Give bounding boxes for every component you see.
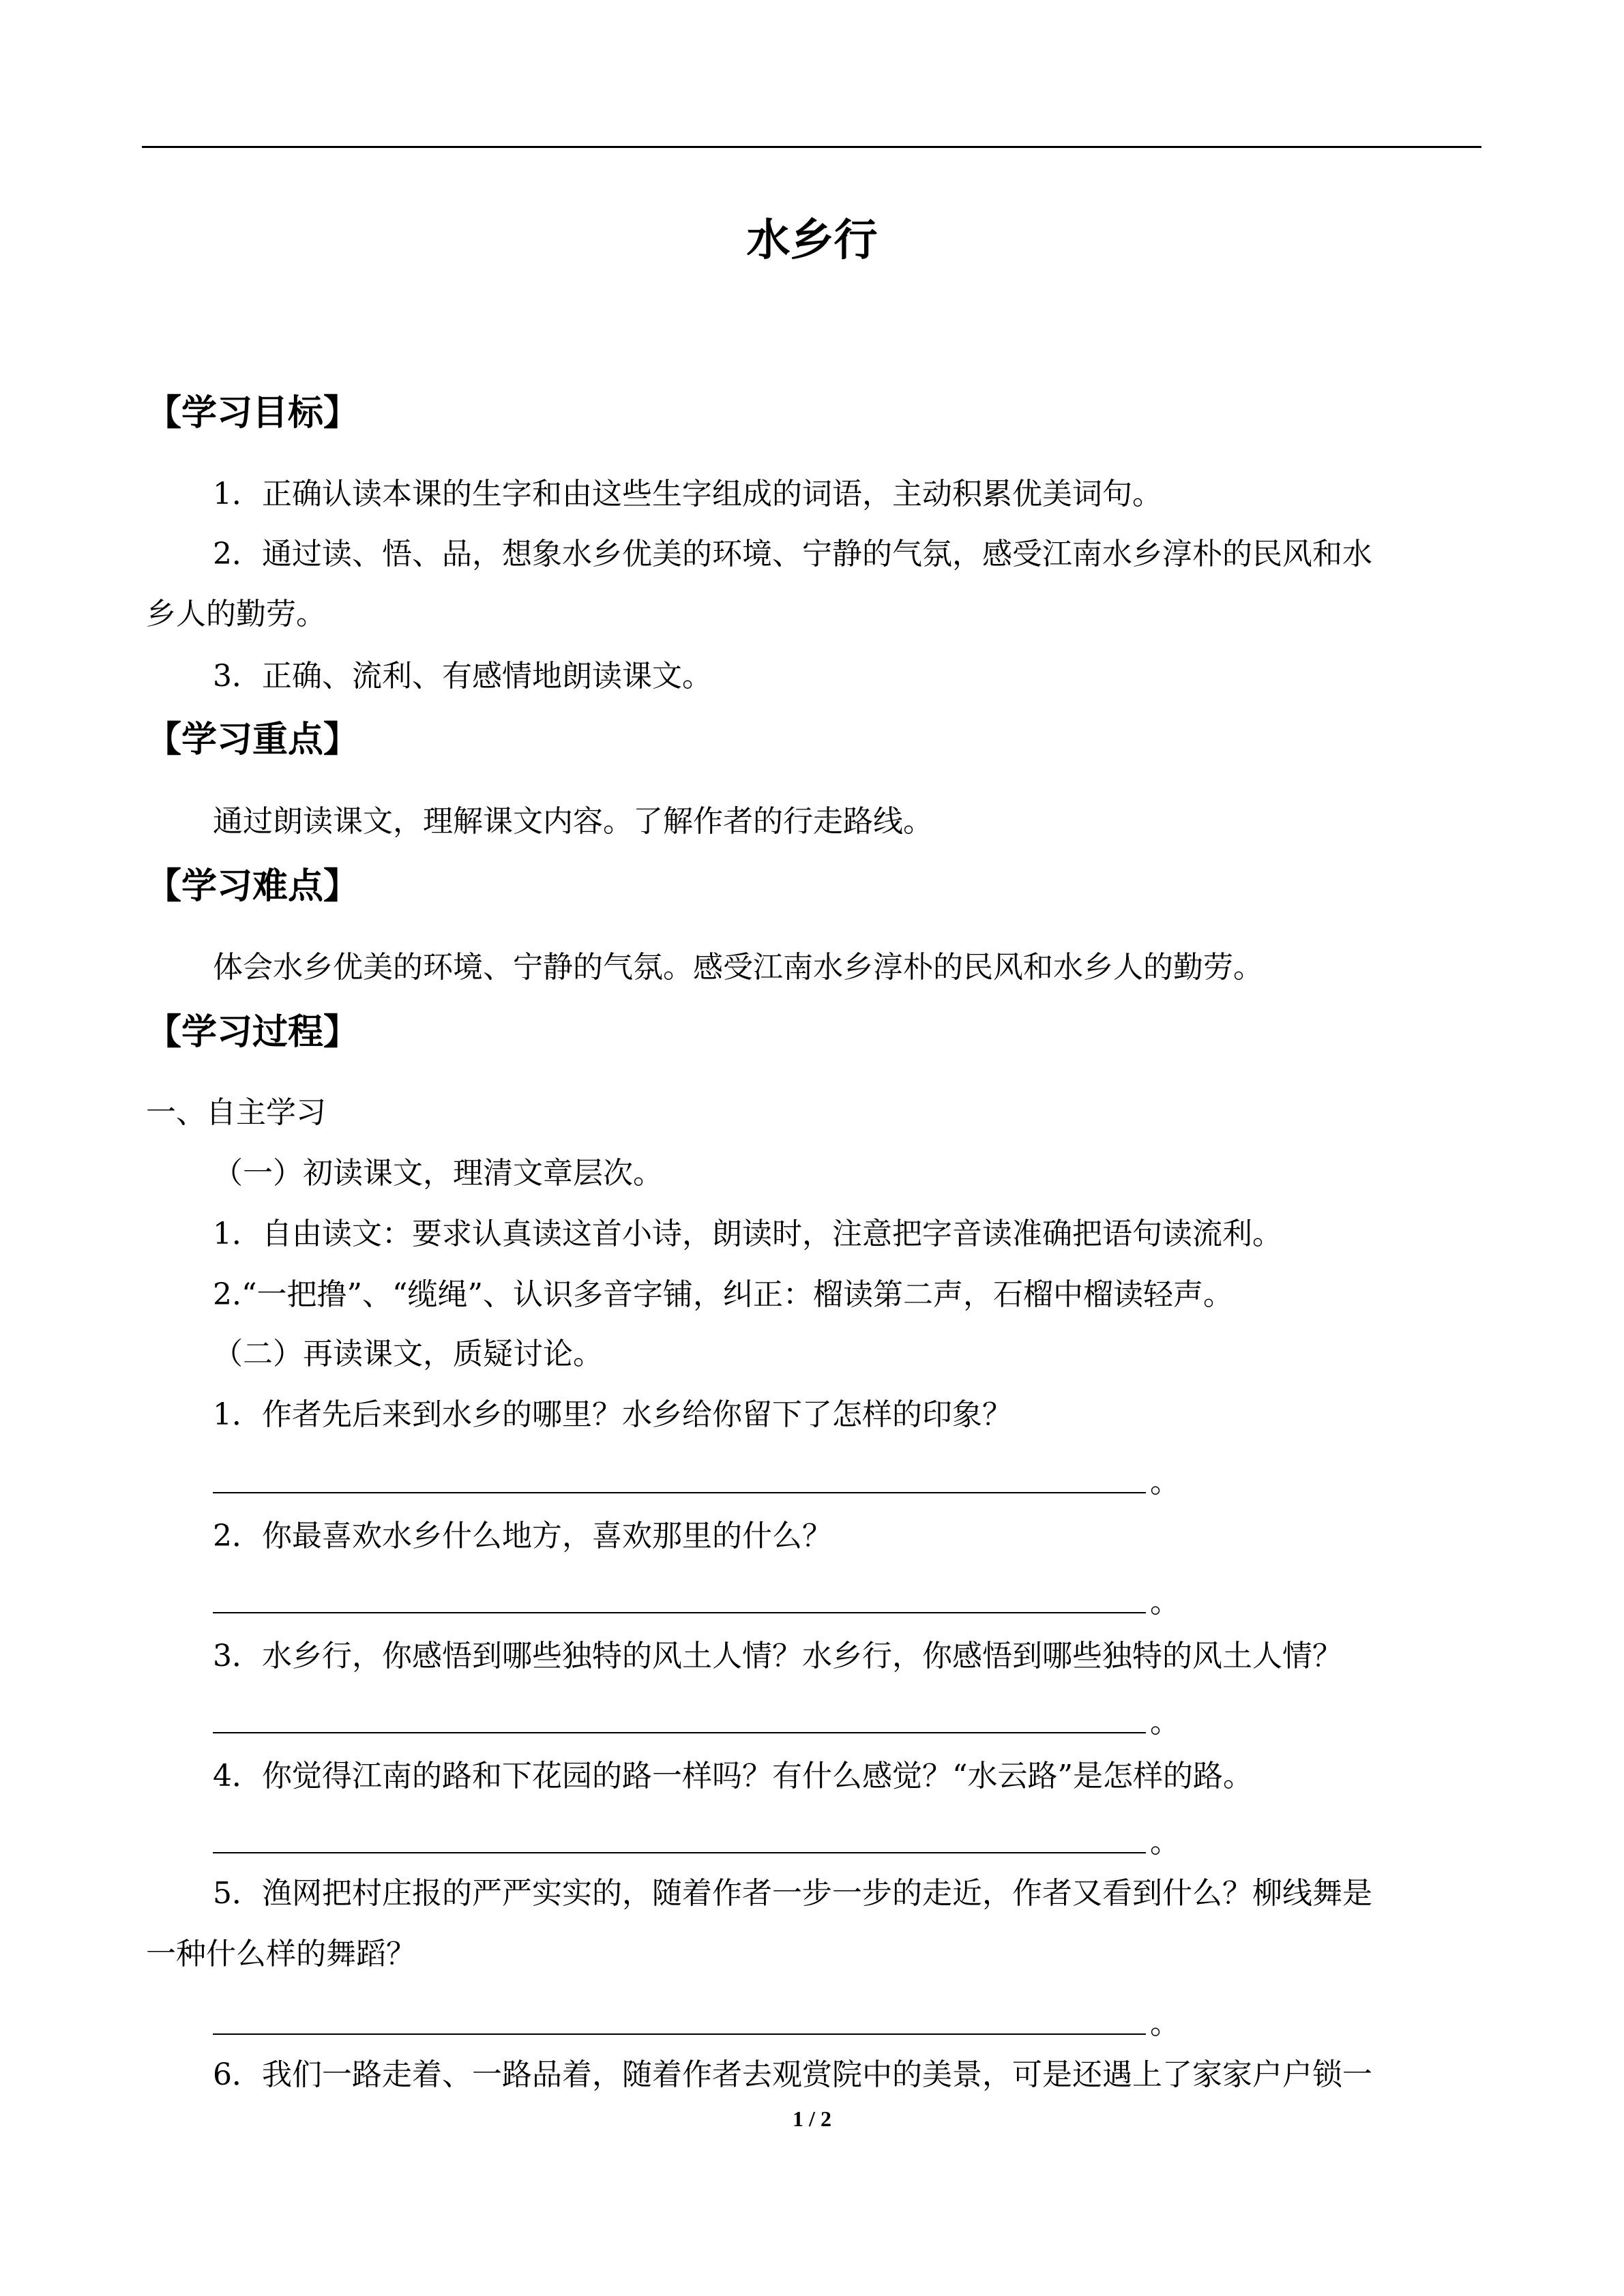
- difficulty-text: 体会水乡优美的环境、宁静的气氛。感受江南水乡淳朴的民风和水乡人的勤劳。: [213, 950, 1263, 985]
- question-4: 4．你觉得江南的路和下花园的路一样吗？有什么感觉？“水云路”是怎样的路。: [213, 1759, 1253, 1793]
- subsection-second-reading: （二）再读课文，质疑讨论。: [213, 1337, 603, 1371]
- focus-text: 通过朗读课文，理解课文内容。了解作者的行走路线。: [213, 804, 933, 839]
- reading-item-1: 1．自由读文：要求认真读这首小诗，朗读时，注意把字音读准确把语句读流利。: [213, 1217, 1282, 1251]
- subsection-first-reading: （一）初读课文，理清文章层次。: [213, 1156, 663, 1191]
- heading-process: 【学习过程】: [146, 1012, 359, 1053]
- question-2: 2．你最喜欢水乡什么地方，喜欢那里的什么？: [213, 1519, 832, 1553]
- answer-blank-5[interactable]: [213, 2033, 1146, 2035]
- question-5: 5．渔网把村庄报的严严实实的，随着作者一步一步的走近，作者又看到什么？柳线舞是: [213, 1876, 1372, 1911]
- goal-line-1: 1．正确认读本课的生字和由这些生字组成的词语，主动积累优美词句。: [213, 477, 1162, 511]
- section-self-study: 一、自主学习: [146, 1095, 326, 1130]
- heading-goals: 【学习目标】: [146, 393, 359, 434]
- answer-blank-1-period: 。: [1150, 1465, 1180, 1500]
- goal-line-3: 3．正确、流利、有感情地朗读课文。: [213, 659, 712, 694]
- question-3: 3．水乡行，你感悟到哪些独特的风土人情？水乡行，你感悟到哪些独特的风土人情？: [213, 1639, 1342, 1673]
- answer-blank-5-period: 。: [1150, 2006, 1180, 2041]
- answer-blank-1[interactable]: [213, 1492, 1146, 1493]
- page-title: 水乡行: [746, 215, 878, 266]
- question-1: 1．作者先后来到水乡的哪里？水乡给你留下了怎样的印象？: [213, 1397, 1012, 1432]
- reading-item-2: 2.“一把撸”、“缆绳”、认识多音字铺，纠正：榴读第二声，石榴中榴读轻声。: [213, 1277, 1233, 1312]
- answer-blank-2-period: 。: [1150, 1585, 1180, 1620]
- header-rule: [142, 146, 1481, 148]
- question-6: 6．我们一路走着、一路品着，随着作者去观赏院中的美景，可是还遇上了家家户户锁一: [213, 2057, 1372, 2092]
- answer-blank-3-period: 。: [1150, 1705, 1180, 1740]
- answer-blank-4[interactable]: [213, 1852, 1146, 1853]
- page-number: 1 / 2: [793, 2106, 831, 2131]
- answer-blank-2[interactable]: [213, 1612, 1146, 1613]
- goal-line-2-cont: 乡人的勤劳。: [146, 597, 326, 631]
- heading-difficulty: 【学习难点】: [146, 866, 359, 907]
- heading-focus: 【学习重点】: [146, 719, 359, 760]
- question-5-cont: 一种什么样的舞蹈？: [146, 1937, 416, 1971]
- answer-blank-3[interactable]: [213, 1732, 1146, 1733]
- goal-line-2: 2．通过读、悟、品，想象水乡优美的环境、宁静的气氛，感受江南水乡淳朴的民风和水: [213, 537, 1372, 571]
- answer-blank-4-period: 。: [1150, 1825, 1180, 1860]
